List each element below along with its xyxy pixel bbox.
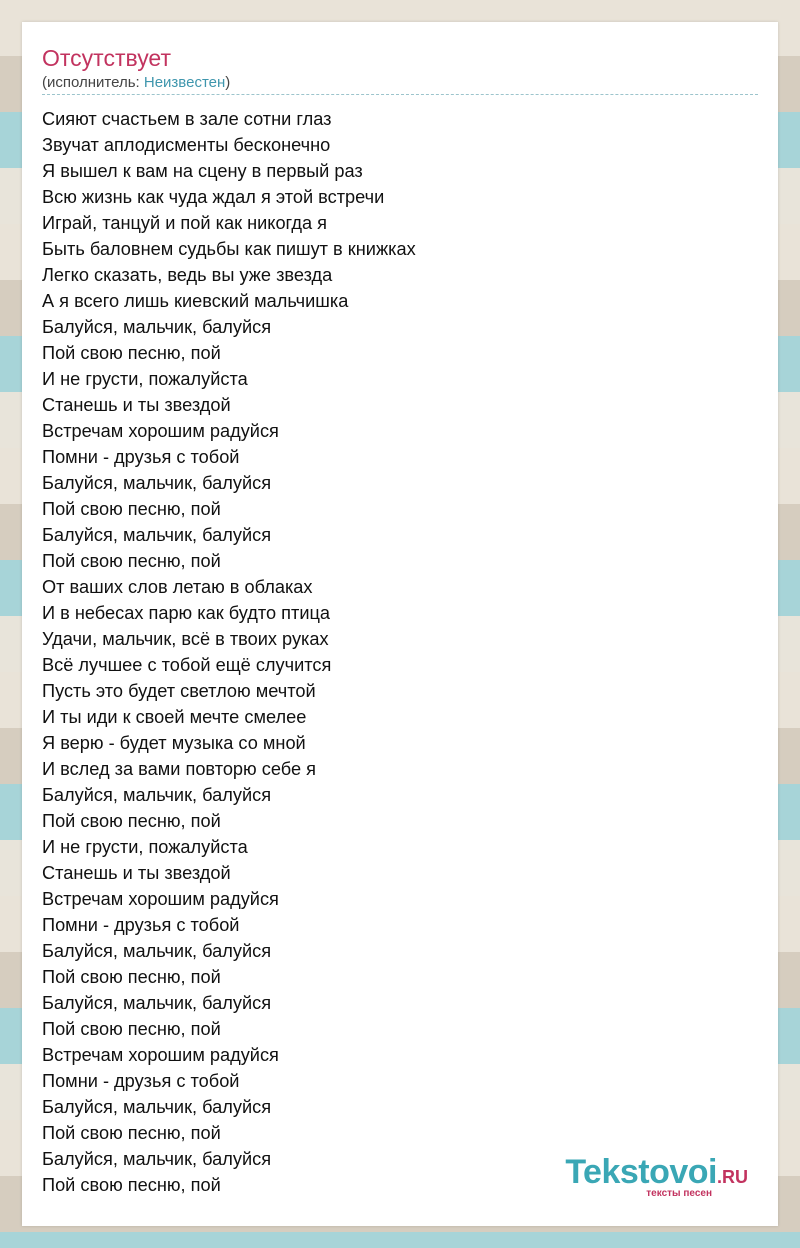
song-title: Отсутствует (42, 45, 171, 71)
lyric-line: Встречам хорошим радуйся (42, 1045, 279, 1065)
lyric-line: Удачи, мальчик, всё в твоих руках (42, 629, 329, 649)
lyric-line: Встречам хорошим радуйся (42, 889, 279, 909)
artist-link[interactable]: Неизвестен (143, 74, 226, 91)
logo-tld: .RU (717, 1167, 748, 1187)
lyric-line: Помни - друзья с тобой (42, 447, 240, 467)
artist-suffix: ) (225, 74, 231, 91)
lyric-line: Пой свою песню, пой (42, 343, 221, 363)
lyric-line: Всю жизнь как чуда ждал я этой встречи (42, 187, 385, 207)
lyric-line: Я вышел к вам на сцену в первый раз (42, 161, 363, 181)
lyrics-card (22, 22, 778, 1226)
lyric-line: Легко сказать, ведь вы уже звезда (42, 265, 333, 285)
lyric-line: Всё лучшее с тобой ещё случится (42, 655, 332, 675)
lyric-line: Балуйся, мальчик, балуйся (42, 317, 272, 337)
lyric-line: Помни - друзья с тобой (42, 915, 240, 935)
lyric-line: Быть баловнем судьбы как пишут в книжках (42, 239, 416, 259)
lyric-line: Станешь и ты звездой (42, 863, 231, 883)
lyric-line: Станешь и ты звездой (42, 395, 231, 415)
lyrics-text (42, 106, 416, 1198)
logo-brand-name: Tekstovoi (565, 1153, 717, 1191)
lyric-line: Балуйся, мальчик, балуйся (42, 1097, 272, 1117)
lyric-line: Играй, танцуй и пой как никогда я (42, 213, 328, 233)
lyric-line: Сияют счастьем в зале сотни глаз (42, 109, 332, 129)
lyric-line: Балуйся, мальчик, балуйся (42, 525, 272, 545)
lyric-line: Пой свою песню, пой (42, 499, 221, 519)
artist-line (42, 74, 230, 92)
artist-prefix: (исполнитель: (42, 74, 144, 91)
lyric-line: Звучат аплодисменты бесконечно (42, 135, 331, 155)
lyric-line: Балуйся, мальчик, балуйся (42, 993, 272, 1013)
title-divider (42, 94, 758, 95)
logo-tagline: тексты песен (646, 1188, 712, 1199)
lyric-line: Пой свою песню, пой (42, 1175, 221, 1195)
lyric-line: И не грусти, пожалуйста (42, 369, 248, 389)
lyric-line: И не грусти, пожалуйста (42, 837, 248, 857)
lyric-line: От ваших слов летаю в облаках (42, 577, 313, 597)
lyric-line: Пой свою песню, пой (42, 1123, 221, 1143)
lyric-line: И в небесах парю как будто птица (42, 603, 331, 623)
lyric-line: Пой свою песню, пой (42, 811, 221, 831)
lyric-line: Балуйся, мальчик, балуйся (42, 785, 272, 805)
lyric-line: Пой свою песню, пой (42, 1019, 221, 1039)
lyric-line: Пусть это будет светлою мечтой (42, 681, 316, 701)
lyric-line: И ты иди к своей мечте смелее (42, 707, 307, 727)
lyric-line: А я всего лишь киевский мальчишка (42, 291, 349, 311)
lyric-line: Балуйся, мальчик, балуйся (42, 941, 272, 961)
lyric-line: И вслед за вами повторю себе я (42, 759, 316, 779)
lyric-line: Помни - друзья с тобой (42, 1071, 240, 1091)
lyric-line: Я верю - будет музыка со мной (42, 733, 306, 753)
lyric-line: Балуйся, мальчик, балуйся (42, 473, 272, 493)
site-logo[interactable] (538, 1152, 748, 1204)
lyric-line: Пой свою песню, пой (42, 967, 221, 987)
lyric-line: Пой свою песню, пой (42, 551, 221, 571)
lyric-line: Встречам хорошим радуйся (42, 421, 279, 441)
lyric-line: Балуйся, мальчик, балуйся (42, 1149, 272, 1169)
